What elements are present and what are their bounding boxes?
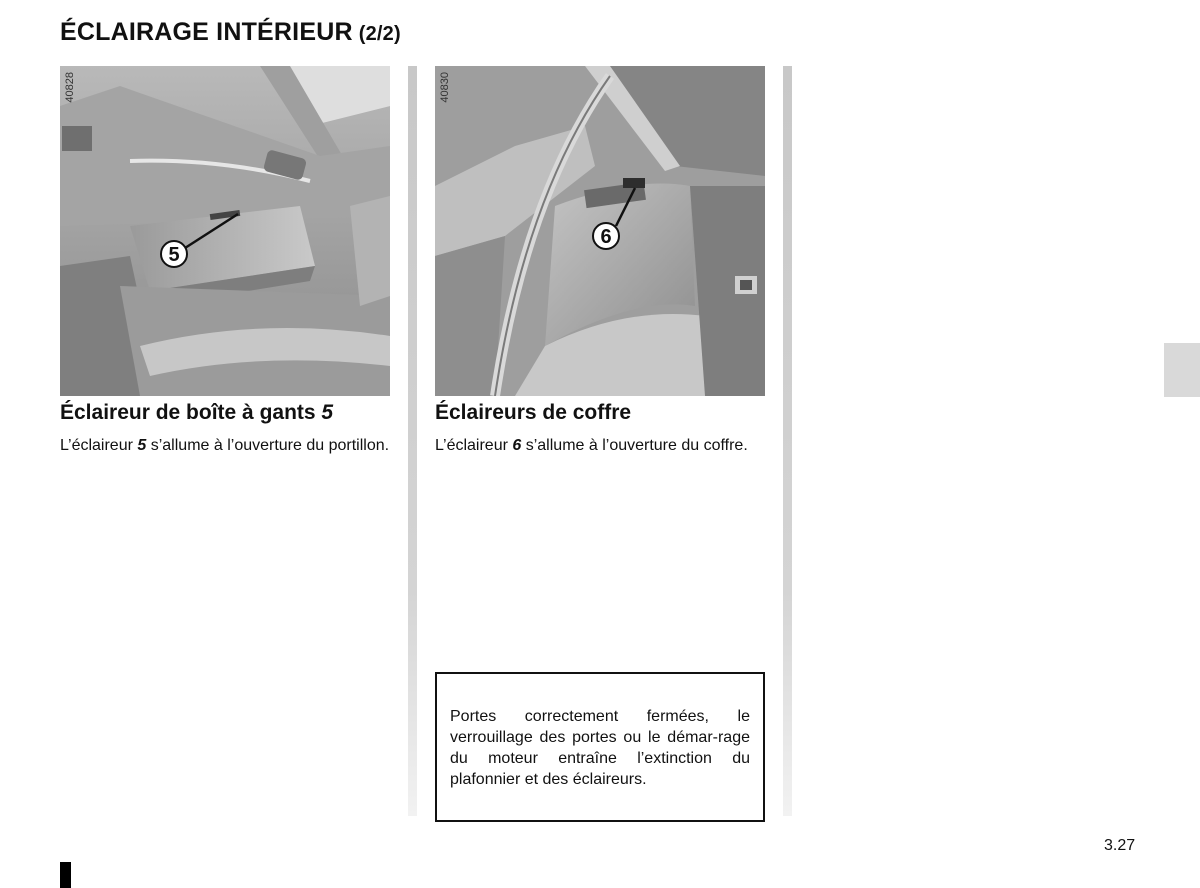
image-ref-code-left: 40828 — [64, 72, 76, 103]
crop-mark — [60, 862, 71, 888]
trunk-text-number: 6 — [512, 437, 522, 454]
image-ref-code-right: 40830 — [439, 72, 451, 103]
trunk-photo — [435, 66, 765, 396]
glovebox-text-end: s’allume à l’ouverture du portillon. — [146, 437, 390, 454]
title-text: ÉCLAIRAGE INTÉRIEUR — [60, 18, 353, 46]
glovebox-heading-text: Éclaireur de boîte à gants — [60, 401, 322, 424]
glovebox-text-start: L’éclaireur — [60, 437, 138, 454]
column-divider-right — [783, 66, 792, 816]
trunk-text-start: L’éclaireur — [435, 437, 513, 454]
glovebox-photo — [60, 66, 390, 396]
column-divider-left — [408, 66, 417, 816]
glovebox-text-number: 5 — [137, 437, 147, 454]
page-number: 3.27 — [1104, 837, 1136, 854]
trunk-lights-heading: Éclaireurs de coffre — [435, 401, 632, 424]
callout-5-label: 5 — [168, 244, 180, 266]
trunk-text-end: s’allume à l’ouverture du coffre. — [521, 437, 748, 454]
title-part-indicator: (2/2) — [358, 23, 401, 45]
glovebox-heading-number: 5 — [321, 401, 334, 424]
page-title — [60, 18, 401, 47]
trunk-lights-description — [435, 435, 765, 457]
glovebox-light-description — [60, 435, 390, 457]
callout-6-label: 6 — [600, 226, 612, 248]
glovebox-light-heading — [60, 401, 333, 425]
note-box: Portes correctement fermées, le verrouillage des portes ou le démar-rage du moteur entraîne l’extinction du plafonnier et des éclaireurs. — [435, 672, 765, 822]
chapter-tab — [1164, 343, 1200, 397]
